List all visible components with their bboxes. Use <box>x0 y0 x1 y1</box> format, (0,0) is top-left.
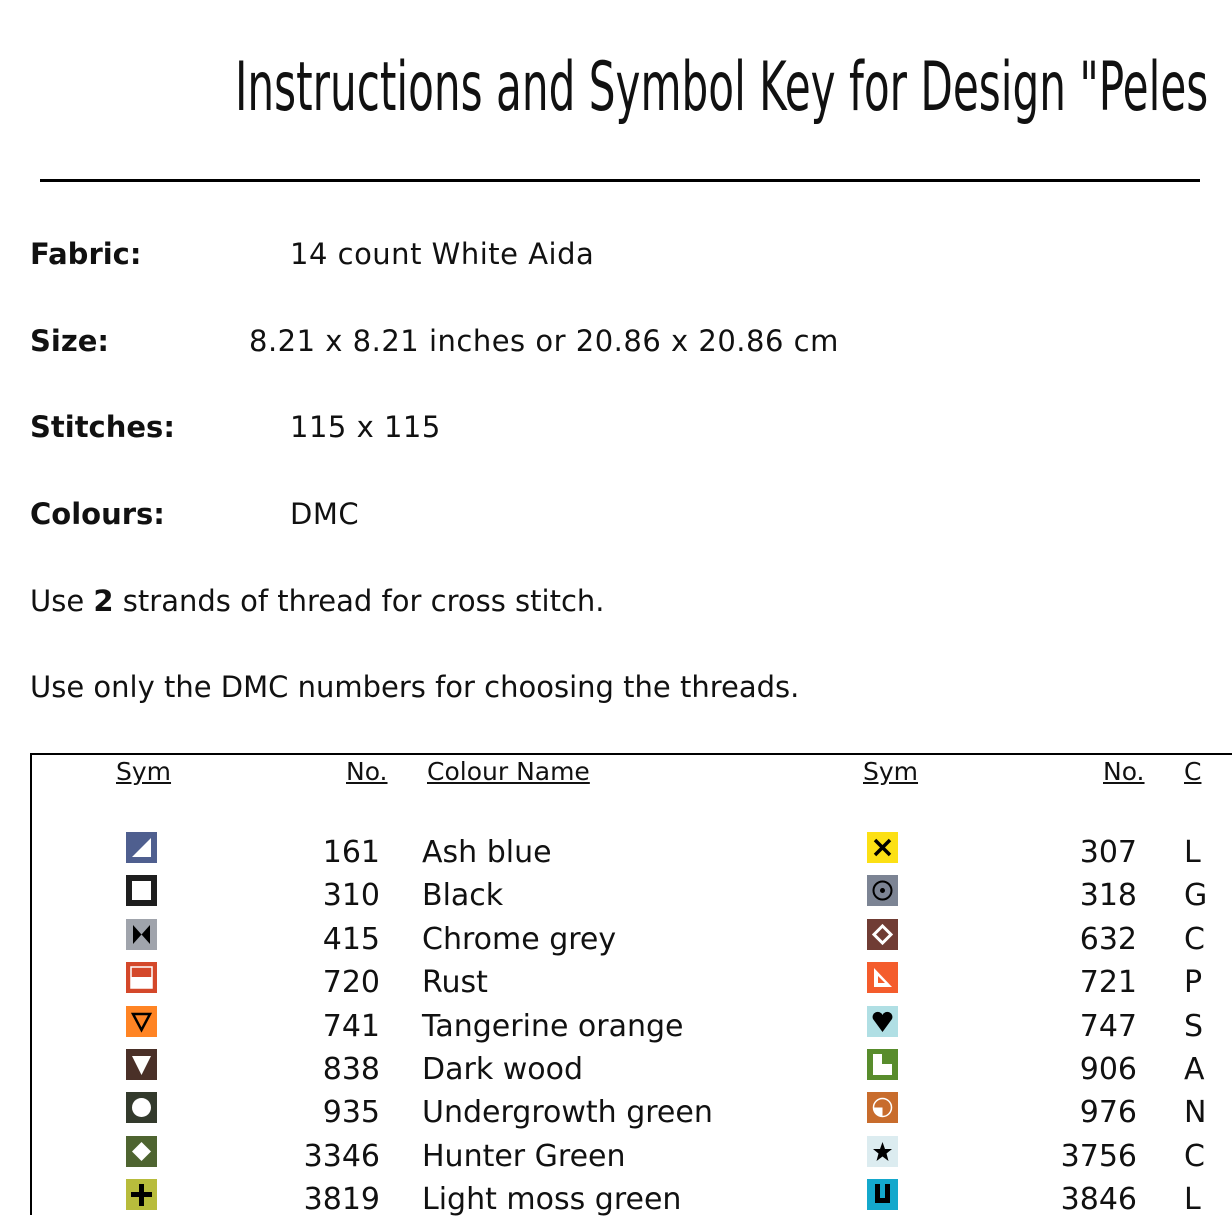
colour-name: C <box>1184 921 1205 957</box>
l-shape-symbol-icon <box>867 1049 898 1080</box>
colour-name: P <box>1184 965 1203 1001</box>
header-no-2: No. <box>1103 757 1145 786</box>
colour-name: N <box>1184 1095 1207 1131</box>
x-symbol-icon <box>867 832 898 863</box>
triangle-down-symbol-icon <box>126 1049 157 1080</box>
circle-symbol-icon <box>126 1092 157 1123</box>
strands-pre: Use <box>30 584 94 618</box>
dmc-number: 415 <box>322 921 380 957</box>
plus-symbol-icon <box>126 1179 157 1210</box>
triangle-down-outline-symbol-icon <box>126 1006 157 1037</box>
half-filled-square-symbol-icon <box>126 962 157 993</box>
dmc-number: 632 <box>1079 921 1137 957</box>
fabric-value: 14 count White Aida <box>290 237 595 271</box>
header-colour-name-2: C <box>1184 757 1202 786</box>
header-sym: Sym <box>116 757 172 786</box>
header-sym-2: Sym <box>863 757 919 786</box>
half-triangle-symbol-icon <box>126 832 157 863</box>
circle-quarter-symbol-icon <box>867 1092 898 1123</box>
dmc-number: 906 <box>1079 1052 1137 1087</box>
star-symbol-icon <box>867 1136 898 1167</box>
title-divider <box>40 179 1200 182</box>
colours-value: DMC <box>290 497 360 531</box>
dmc-number: 161 <box>322 835 380 870</box>
dmc-number: 310 <box>322 878 380 914</box>
strands-post: strands of thread for cross stitch. <box>113 584 605 618</box>
colour-name: C <box>1184 1138 1205 1174</box>
dmc-note: Use only the DMC numbers for choosing the threads. <box>30 670 800 704</box>
open-square-symbol-icon <box>126 875 157 906</box>
heart-symbol-icon <box>867 1006 898 1037</box>
header-no: No. <box>346 757 388 786</box>
dmc-number: 3756 <box>1060 1138 1137 1174</box>
bowtie-symbol-icon <box>126 919 157 950</box>
colours-label: Colours: <box>30 497 165 531</box>
size-value: 8.21 x 8.21 inches or 20.86 x 20.86 cm <box>249 324 839 358</box>
dmc-number: 838 <box>322 1052 380 1087</box>
size-label: Size: <box>30 324 109 358</box>
dmc-number: 307 <box>1079 835 1137 870</box>
header-colour-name: Colour Name <box>427 757 590 786</box>
diamond-symbol-icon <box>126 1136 157 1167</box>
dot-circle-symbol-icon <box>867 875 898 906</box>
colour-name: Rust <box>422 965 488 1001</box>
stitches-value: 115 x 115 <box>290 410 441 444</box>
strands-instruction <box>30 584 605 618</box>
strands-count: 2 <box>93 584 114 618</box>
fabric-label: Fabric: <box>30 237 142 271</box>
page-title: Instructions and Symbol Key for Design "Peles <box>235 48 1209 127</box>
diamond-outline-symbol-icon <box>867 919 898 950</box>
set-square-symbol-icon <box>867 962 898 993</box>
dmc-number: 3846 <box>1060 1182 1137 1217</box>
colour-name: Light moss green <box>422 1182 682 1217</box>
u-shape-symbol-icon <box>867 1179 898 1210</box>
colour-name: L <box>1184 835 1201 870</box>
dmc-number: 318 <box>1079 878 1137 914</box>
dmc-number: 3819 <box>303 1182 380 1217</box>
dmc-number: 747 <box>1079 1008 1137 1044</box>
colour-name: G <box>1184 878 1208 914</box>
colour-name: A <box>1184 1052 1205 1087</box>
dmc-number: 3346 <box>303 1138 380 1174</box>
colour-name: Black <box>422 878 504 914</box>
dmc-number: 741 <box>322 1008 380 1044</box>
colour-name: Chrome grey <box>422 921 617 957</box>
colour-name: Dark wood <box>422 1052 584 1087</box>
colour-name: S <box>1184 1008 1204 1044</box>
dmc-number: 935 <box>322 1095 380 1131</box>
colour-name: Ash blue <box>422 835 552 870</box>
colour-name: Undergrowth green <box>422 1095 713 1131</box>
colour-name: L <box>1184 1182 1201 1217</box>
colour-name: Tangerine orange <box>422 1008 684 1044</box>
dmc-number: 721 <box>1079 965 1137 1001</box>
dmc-number: 976 <box>1079 1095 1137 1131</box>
dmc-number: 720 <box>322 965 380 1001</box>
stitches-label: Stitches: <box>30 410 175 444</box>
colour-name: Hunter Green <box>422 1138 626 1174</box>
